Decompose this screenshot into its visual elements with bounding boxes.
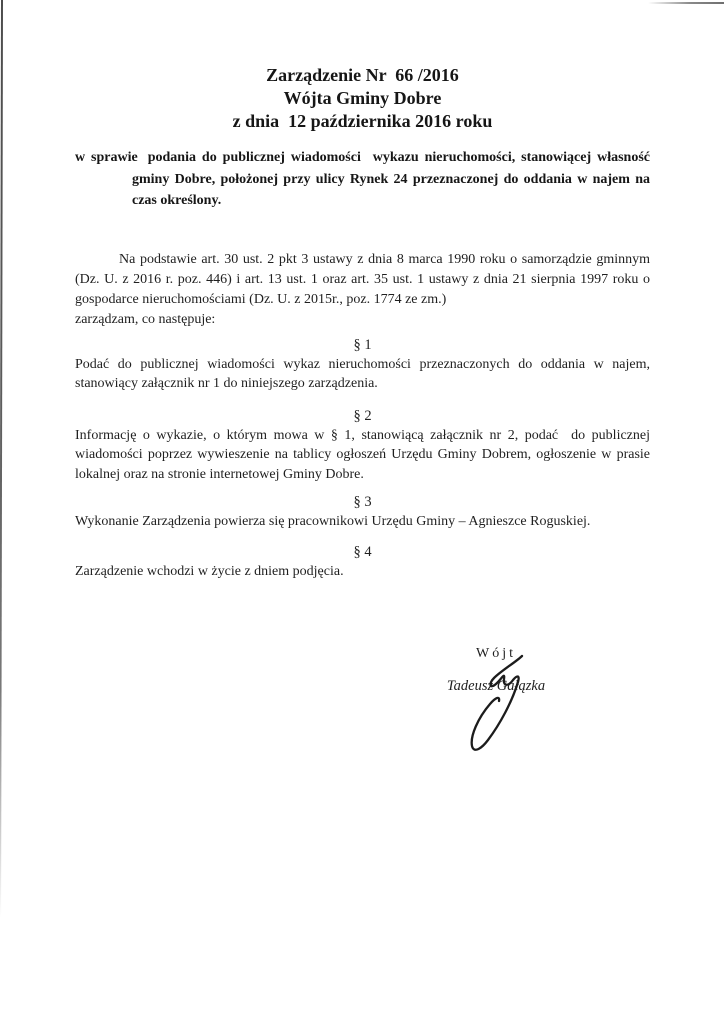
- section-1-text: Podać do publicznej wiadomości wykaz nieruchomości przeznaczonych do oddania w najem, stanowiący załącznik nr 1 do niniejszego zarządzenia.: [75, 356, 654, 391]
- section-4-number: § 4: [353, 543, 372, 560]
- signatory-name: Tadeusz Gałązka: [446, 678, 546, 694]
- section-3-number: § 3: [353, 494, 372, 510]
- section-4-text: Zarządzenie wchodzi w życie z dniem podjęcia.: [75, 563, 344, 579]
- section-3-text: Wykonanie Zarządzenia powierza się pracownikowi Urzędu Gminy – Agnieszce Roguskiej.: [75, 514, 591, 529]
- title-line-date: z dnia 12 października 2016 roku: [232, 111, 493, 131]
- section-3: [75, 492, 650, 532]
- scan-edge-artifact-top-right: [648, 2, 724, 4]
- document-content: [75, 0, 654, 581]
- document-title: [75, 64, 650, 133]
- signature-block: [428, 646, 564, 694]
- subject-label: w sprawie: [75, 150, 138, 165]
- scan-edge-artifact-left: [0, 0, 3, 918]
- enactment-intro: zarządzam, co następuje:: [75, 311, 216, 327]
- section-2: [75, 406, 654, 485]
- section-2-number: § 2: [353, 407, 372, 424]
- section-4: [75, 542, 650, 582]
- legal-basis-paragraph: Na podstawie art. 30 ust. 2 pkt 3 ustawy z dnia 8 marca 1990 roku o samorządzie gminnym (Dz. U. z 2016 r. poz. 446) i art. 13 ust. 1 oraz art. 35 ust. 1 ustawy z dnia 21 sierpnia 1997 roku o gospodarce nieruchomościami (Dz. U. z 2015r., poz. 1774 ze zm.): [75, 251, 654, 307]
- subject-text: podania do publicznej wiadomości wykazu nieruchomości, stanowiącej własność gminy Dobre, położonej przy ulicy Rynek 24 przeznaczonej do oddania w najem na czas określony.: [132, 150, 654, 208]
- section-2-text: Informację o wykazie, o którym mowa w § 1, stanowiącą załącznik nr 2, podać do publicznej wiadomości poprzez wywieszenie na tablicy ogłoszeń Urzędu Gminy Dobrem, ogłoszenie w prasie lokalnej oraz na stronie internetowej Gminy Dobre.: [75, 427, 654, 482]
- signatory-title: Wójt: [476, 646, 516, 661]
- section-1: [75, 335, 654, 394]
- title-line-authority: Wójta Gminy Dobre: [283, 88, 442, 108]
- section-1-number: § 1: [353, 336, 372, 353]
- title-line-number: Zarządzenie Nr 66 /2016: [266, 65, 459, 85]
- subject-paragraph: [75, 147, 654, 212]
